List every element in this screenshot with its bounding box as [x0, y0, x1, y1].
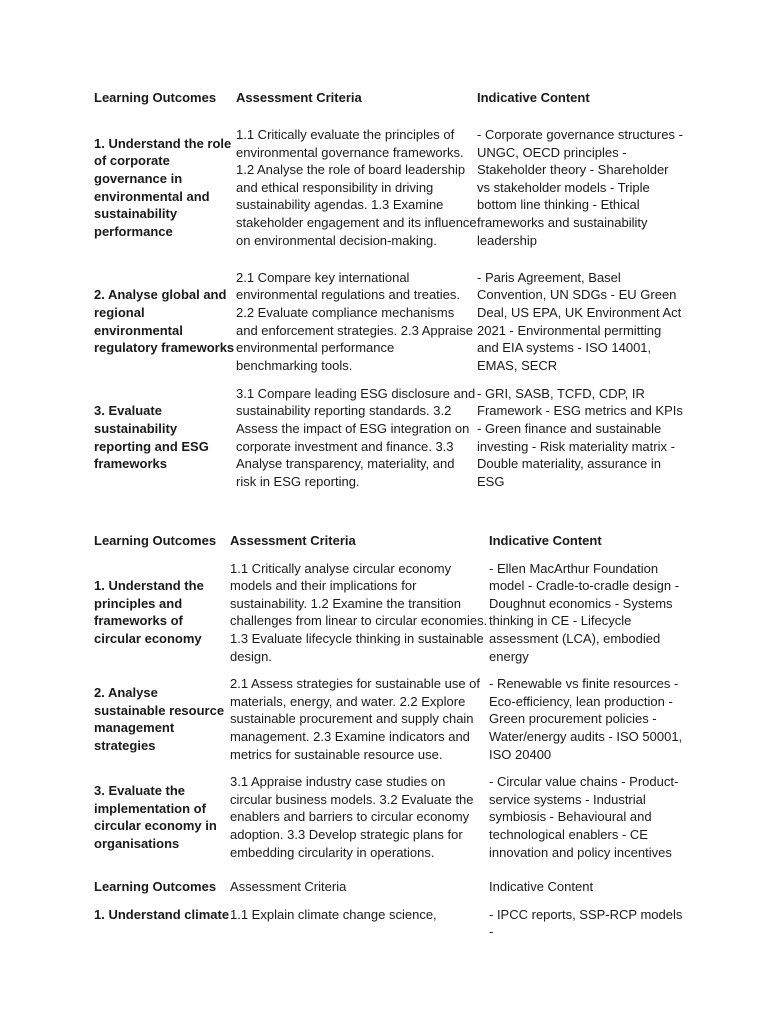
learning-outcome-cell: 3. Evaluate sustainability reporting and ESG frameworks: [94, 403, 209, 472]
outcomes-table-3: [94, 878, 684, 941]
assessment-criteria-cell: 1.1 Critically analyse circular economy models and their implications for sustainability. 1.2 Examine the transition challenges from linear to circular economies. 1.3 Evaluate lifecycle thinking in sustainable design.: [230, 560, 488, 664]
outcomes-table-1: [94, 89, 684, 491]
table-row: [94, 675, 684, 763]
header-assessment-criteria: Assessment Criteria: [230, 533, 356, 548]
learning-outcome-cell: 1. Understand the role of corporate governance in environmental and sustainability performance: [94, 135, 232, 239]
indicative-content-cell: - GRI, SASB, TCFD, CDP, IR Framework - ESG metrics and KPIs - Green finance and sustainable investing - Risk materiality matrix - Double materiality, assurance in ESG: [477, 385, 683, 489]
assessment-criteria-cell: 3.1 Appraise industry case studies on circular business models. 3.2 Evaluate the enablers and barriers to circular economy adoption. 3.3 Develop strategic plans for embedding circularity in operations.: [230, 774, 474, 860]
assessment-criteria-cell: 3.1 Compare leading ESG disclosure and sustainability reporting standards. 3.2 Assess the impact of ESG integration on corporate investment and finance. 3.3 Analyse transparency, materiality, and risk in ESG reporting.: [236, 385, 476, 489]
assessment-criteria-cell: 1.1 Critically evaluate the principles of environmental governance frameworks. 1.2 Analyse the role of board leadership and ethical responsibility in driving sustainability agendas. 1.3 Examine stakeholder engagement and its influence on environmental decision-making.: [236, 127, 477, 248]
indicative-content-cell: - Paris Agreement, Basel Convention, UN SDGs - EU Green Deal, US EPA, UK Environment Act 2021 - Environmental permitting and EIA systems - ISO 14001, EMAS, SECR: [477, 269, 682, 373]
header-indicative-content: Indicative Content: [489, 533, 602, 548]
table-header-row: [94, 878, 684, 896]
indicative-content-cell: - Renewable vs finite resources - Eco-efficiency, lean production - Green procurement policies - Water/energy audits - ISO 50001, ISO 20400: [489, 676, 683, 762]
assessment-criteria-cell: 2.1 Compare key international environmental regulations and treaties. 2.2 Evaluate compliance mechanisms and enforcement strategies. 2.3 Appraise environmental performance benchmarking tools.: [236, 269, 474, 373]
learning-outcome-cell: 1. Understand the principles and frameworks of circular economy: [94, 578, 204, 646]
table-row: [94, 117, 684, 259]
learning-outcome-cell: 3. Evaluate the implementation of circular economy in organisations: [94, 782, 217, 851]
assessment-criteria-cell: 2.1 Assess strategies for sustainable use of materials, energy, and water. 2.2 Explore sustainable procurement and supply chain management. 2.3 Examine indicators and metrics for sustainable resource use.: [230, 676, 481, 762]
indicative-content-cell: - Ellen MacArthur Foundation model - Cradle-to-cradle design - Doughnut economics - Systems thinking in CE - Lifecycle assessment (LCA), embodied energy: [489, 560, 680, 664]
table-header-row: [94, 89, 684, 107]
table-row: [94, 560, 684, 666]
header-learning-outcomes: Learning Outcomes: [94, 533, 217, 548]
header-assessment-criteria: Assessment Criteria: [236, 90, 362, 105]
header-indicative-content: Indicative Content: [477, 90, 590, 105]
header-learning-outcomes: Learning Outcomes: [94, 90, 217, 105]
table-row: [94, 269, 684, 375]
header-indicative-content: Indicative Content: [489, 879, 594, 894]
indicative-content-cell: - Corporate governance structures - UNGC, OECD principles - Stakeholder theory - Shareholder vs stakeholder models - Triple bottom line thinking - Ethical frameworks and sustainability leadership: [477, 127, 683, 248]
learning-outcome-cell: 1. Understand climate: [94, 906, 230, 922]
table-row: [94, 773, 684, 861]
header-learning-outcomes: Learning Outcomes: [94, 879, 217, 894]
learning-outcome-cell: 2. Analyse sustainable resource management strategies: [94, 684, 225, 753]
table-row: [94, 906, 684, 941]
table-row: [94, 385, 684, 491]
outcomes-table-2: [94, 532, 684, 861]
indicative-content-cell: - Circular value chains - Product-service systems - Industrial symbiosis - Behavioural and technological enablers - CE innovation and policy incentives: [489, 774, 679, 860]
header-assessment-criteria: Assessment Criteria: [230, 879, 347, 894]
assessment-criteria-cell: 1.1 Explain climate change science,: [230, 906, 437, 922]
indicative-content-cell: - IPCC reports, SSP-RCP models -: [489, 906, 683, 940]
learning-outcome-cell: 2. Analyse global and regional environmental regulatory frameworks: [94, 287, 235, 356]
table-header-row: [94, 532, 684, 550]
